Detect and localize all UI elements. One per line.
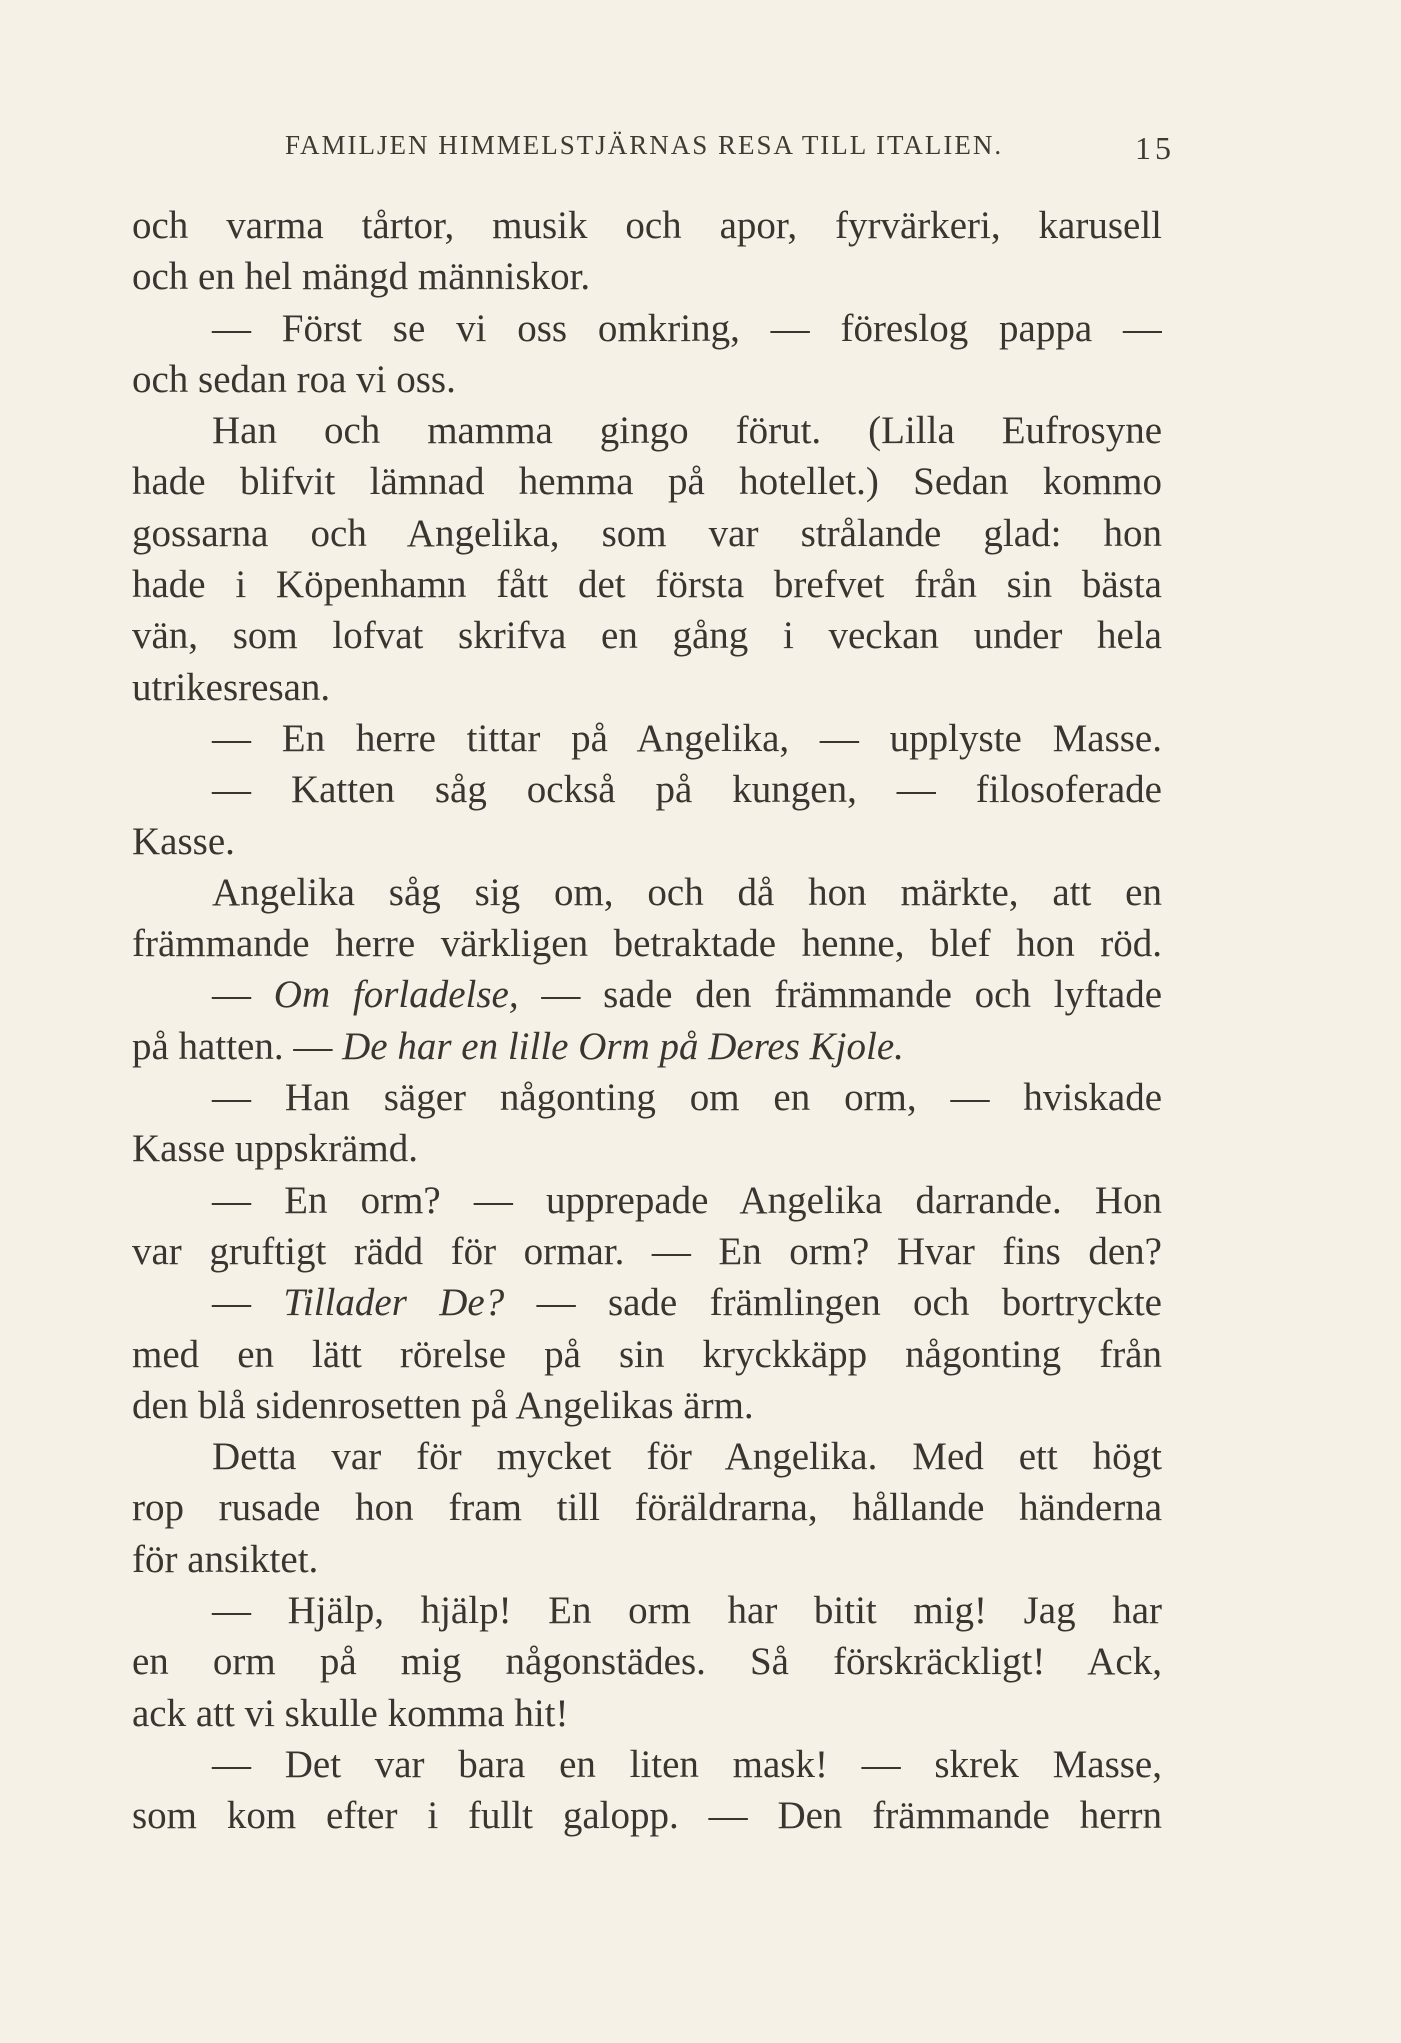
- line-text: — Först se vi oss omkring, — föreslog pappa —: [212, 306, 1162, 350]
- line-text: främmande herre värkligen betraktade henne, blef hon röd.: [132, 922, 1162, 966]
- italic-phrase: De har en lille Orm på Deres Kjole.: [342, 1024, 904, 1068]
- line-text: — En herre tittar på Angelika, — upplyste Masse.: [212, 716, 1162, 760]
- text-line: [132, 816, 1162, 867]
- text-line: [132, 1585, 1162, 1636]
- text-line: [132, 918, 1162, 969]
- text-line: [132, 1431, 1162, 1482]
- text-line: [132, 303, 1162, 354]
- line-text: och varma tårtor, musik och apor, fyrvärkeri, karusell: [132, 204, 1162, 247]
- line-text: gossarna och Angelika, som var strålande glad: hon: [132, 511, 1162, 555]
- text-line: [132, 1739, 1162, 1790]
- line-text: och en hel mängd människor.: [132, 255, 591, 299]
- line-text: Han och mamma gingo förut. (Lilla Eufrosyne: [212, 409, 1162, 453]
- text-line: [132, 200, 1162, 251]
- line-text-before: på hatten. —: [132, 1024, 343, 1068]
- text-line: [132, 251, 1162, 302]
- text-line: [132, 1790, 1162, 1841]
- italic-phrase: Om forladelse,: [273, 973, 519, 1017]
- running-title: FAMILJEN HIMMELSTJÄRNAS RESA TILL ITALIEN.: [285, 130, 1004, 160]
- body-text: [132, 200, 1162, 1842]
- text-line: [132, 1688, 1162, 1739]
- text-line: [132, 1380, 1162, 1431]
- line-text: ack att vi skulle komma hit!: [132, 1691, 569, 1735]
- text-line: [132, 1329, 1162, 1380]
- line-text: rop rusade hon fram till föräldrarna, hållande händerna: [132, 1486, 1162, 1530]
- line-text: och sedan roa vi oss.: [132, 357, 456, 401]
- line-text: som kom efter i fullt galopp. — Den främmande herrn: [132, 1794, 1162, 1838]
- text-line: [132, 1636, 1162, 1687]
- line-text: — En orm? — upprepade Angelika darrande. Hon: [212, 1178, 1162, 1222]
- text-line: [132, 1021, 1162, 1072]
- line-text: en orm på mig någonstädes. Så förskräckligt! Ack,: [132, 1640, 1162, 1684]
- text-line: [132, 662, 1162, 713]
- text-line: [132, 1277, 1162, 1328]
- text-line: [132, 610, 1162, 661]
- line-text-after: — sade främlingen och bortryckte: [504, 1281, 1162, 1325]
- line-text: med en lätt rörelse på sin kryckkäpp någonting från: [132, 1332, 1162, 1376]
- line-text-after: — sade den främmande och lyftade: [518, 973, 1162, 1017]
- line-text: för ansiktet.: [132, 1537, 319, 1581]
- text-line: [132, 713, 1162, 764]
- line-text: — Katten såg också på kungen, — filosoferade: [212, 768, 1162, 812]
- text-line: [132, 867, 1162, 918]
- line-text: Angelika såg sig om, och då hon märkte, att en: [212, 870, 1162, 914]
- text-line: [132, 456, 1162, 507]
- line-text: Kasse.: [132, 819, 235, 863]
- text-line: [132, 405, 1162, 456]
- running-head: [285, 130, 1175, 170]
- line-text-before: —: [212, 1281, 284, 1325]
- text-line: [132, 1072, 1162, 1123]
- text-line: [132, 559, 1162, 610]
- line-text: vän, som lofvat skrifva en gång i veckan under hela: [132, 614, 1162, 658]
- line-text: var gruftigt rädd för ormar. — En orm? Hvar fins den?: [132, 1229, 1162, 1273]
- text-line: [132, 969, 1162, 1020]
- text-line: [132, 354, 1162, 405]
- line-text: Detta var för mycket för Angelika. Med ett högt: [212, 1435, 1162, 1479]
- line-text: — Det var bara en liten mask! — skrek Masse,: [212, 1742, 1162, 1786]
- italic-phrase: Tillader De?: [283, 1281, 505, 1325]
- line-text: Kasse uppskrämd.: [132, 1127, 418, 1171]
- text-line: [132, 1226, 1162, 1277]
- text-line: [132, 1123, 1162, 1174]
- line-text: — Han säger någonting om en orm, — hviskade: [212, 1076, 1162, 1120]
- line-text: — Hjälp, hjälp! En orm har bitit mig! Jag har: [212, 1589, 1162, 1633]
- text-line: [132, 1175, 1162, 1226]
- page-number: 15: [1135, 130, 1175, 166]
- text-line: [132, 764, 1162, 815]
- line-text: hade blifvit lämnad hemma på hotellet.) Sedan kommo: [132, 460, 1162, 504]
- line-text: den blå sidenrosetten på Angelikas ärm.: [132, 1383, 754, 1427]
- line-text-before: —: [212, 973, 274, 1017]
- text-line: [132, 508, 1162, 559]
- text-line: [132, 1482, 1162, 1533]
- text-line: [132, 1534, 1162, 1585]
- line-text: hade i Köpenhamn fått det första brefvet från sin bästa: [132, 563, 1162, 607]
- line-text: utrikesresan.: [132, 665, 331, 709]
